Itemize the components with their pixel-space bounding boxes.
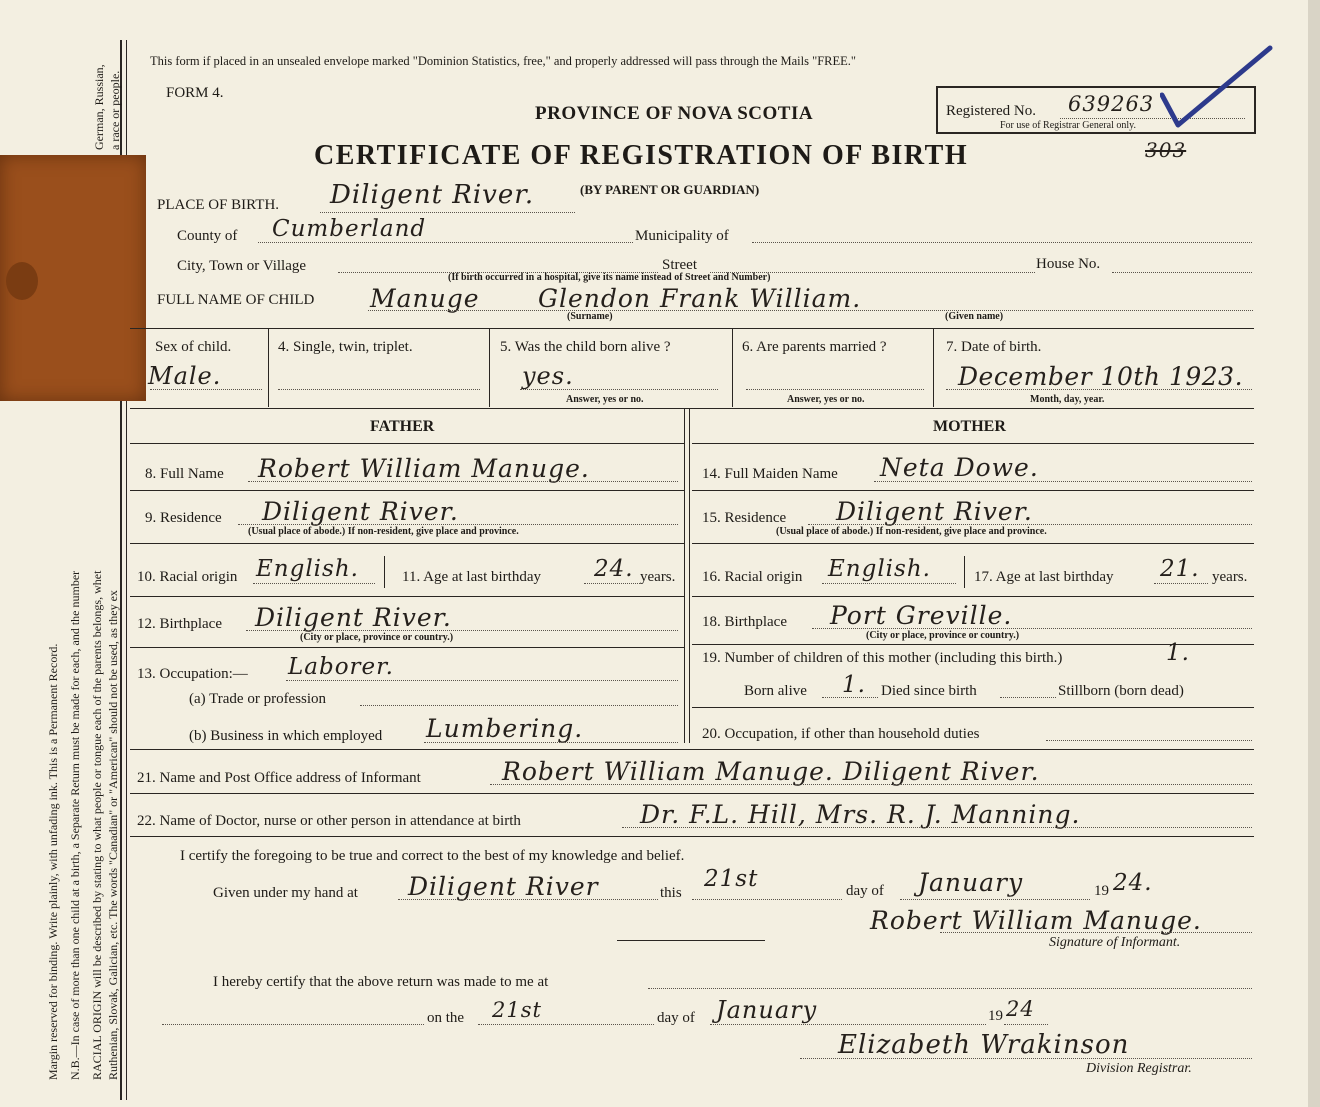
given-at-place: Diligent River (408, 872, 599, 901)
child-col-divider-3 (732, 329, 733, 407)
child-name-dots (368, 310, 1253, 311)
mother-race-value: English. (828, 556, 931, 582)
born-alive-count: 1. (842, 672, 866, 698)
mother-row-rule-2 (692, 543, 1254, 544)
father-race-divider (384, 556, 385, 588)
single-twin-dots (278, 389, 480, 390)
registrar-year-prefix: 19 (988, 1008, 1003, 1024)
margin-note-racial: RACIAL ORIGIN will be described by stating to what people or tongue each of the parents belongs, whet (90, 570, 104, 1080)
single-twin-label: 4. Single, twin, triplet. (278, 339, 413, 355)
child-surname: Manuge (370, 284, 480, 313)
date-of-birth-dots (946, 389, 1252, 390)
registrar-on-label: on the (427, 1010, 465, 1026)
certify-month-dots (900, 899, 1090, 900)
mother-row-rule-1 (692, 490, 1254, 491)
margin-note-racial-2: Ruthenian, Slovak, Galician, etc. The words "Canadian" or "American" should not be used, as they ex (106, 590, 120, 1080)
certify-day: 21st (704, 866, 759, 892)
registrar-day: 21st (492, 998, 542, 1022)
mother-occupation-label: 20. Occupation, if other than household duties (702, 726, 980, 742)
father-residence-label: 9. Residence (145, 510, 222, 526)
margin-note-top-b: a race or people. (108, 70, 122, 150)
father-business-label: (b) Business in which employed (189, 728, 383, 744)
registrar-signature: Elizabeth Wrakinson (838, 1030, 1130, 1060)
father-residence-value: Diligent River. (262, 497, 459, 526)
house-dots (1112, 272, 1252, 273)
form-number: FORM 4. (166, 85, 224, 101)
father-birthplace-note: (City or place, province or country.) (300, 632, 454, 643)
father-race-value: English. (256, 556, 359, 582)
county-dots (258, 242, 633, 243)
registrar-place-dots (648, 988, 1252, 989)
registrar-month-dots (710, 1024, 986, 1025)
informant-signature-dots (940, 932, 1252, 933)
informant-dots (490, 784, 1252, 785)
place-dots (320, 212, 575, 213)
certify-dayof-label: day of (846, 883, 884, 899)
informant-label: 21. Name and Post Office address of Informant (137, 770, 421, 786)
child-given-name: Glendon Frank William. (538, 284, 862, 313)
father-heading-rule (130, 443, 684, 444)
mother-residence-label: 15. Residence (702, 510, 787, 526)
child-col-divider-4 (933, 329, 934, 407)
parents-divider-left (684, 408, 685, 743)
registrar-year-dots (1004, 1024, 1048, 1025)
born-alive-question: 5. Was the child born alive ? (500, 339, 671, 355)
sex-label: Sex of child. (155, 339, 232, 355)
certify-day-dots (692, 899, 842, 900)
city-label: City, Town or Village (177, 258, 307, 274)
registrar-statement: I hereby certify that the above return was made to me at (213, 974, 549, 990)
father-residence-dots (238, 524, 678, 525)
surname-note: (Surname) (567, 311, 613, 322)
parents-married-dots (746, 389, 924, 390)
child-col-divider-2 (489, 329, 490, 407)
father-age-suffix: years. (640, 569, 676, 585)
father-age-value: 24. (594, 556, 634, 582)
certify-month: January (918, 868, 1024, 897)
given-at-label: Given under my hand at (213, 885, 358, 901)
registered-note: For use of Registrar General only. (1000, 120, 1136, 131)
municipality-dots (752, 242, 1252, 243)
father-residence-note: (Usual place of abode.) If non-resident, give place and province. (248, 526, 519, 537)
mother-race-label: 16. Racial origin (702, 569, 803, 585)
parents-divider-right (689, 408, 690, 743)
margin-note-binding: Margin reserved for binding. Write plainly, with unfading ink. This is a Permanent Record. (46, 643, 60, 1080)
punch-hole (6, 262, 38, 300)
mother-residence-value: Diligent River. (836, 497, 1033, 526)
county-value: Cumberland (272, 216, 427, 242)
certify-statement: I certify the foregoing to be true and correct to the best of my knowledge and belief. (180, 848, 685, 864)
doctor-rule (130, 836, 1254, 837)
stillborn-label: Stillborn (born dead) (1058, 683, 1184, 699)
mother-birthplace-label: 18. Birthplace (702, 614, 787, 630)
father-birthplace-label: 12. Birthplace (137, 616, 222, 632)
struck-number: 303 (1145, 138, 1187, 162)
mother-birthplace-note: (City or place, province or country.) (866, 630, 1020, 641)
margin-note-nb: N.B.—In case of more than one child at a birth, a Separate Return must be made for each, and the number (68, 570, 82, 1080)
mother-row-rule-3 (692, 596, 1254, 597)
father-trade-dots (360, 705, 678, 706)
father-heading: FATHER (370, 418, 435, 435)
mother-race-dots (822, 583, 956, 584)
registrar-day-dots (478, 1024, 654, 1025)
registered-number: 639263 (1068, 92, 1155, 116)
municipality-label: Municipality of (635, 228, 729, 244)
mother-age-label: 17. Age at last birthday (974, 569, 1114, 585)
died-since-birth-dots (1000, 697, 1056, 698)
mother-residence-note: (Usual place of abode.) If non-resident, give place and province. (776, 526, 1047, 537)
born-alive-label: Born alive (744, 683, 807, 699)
father-trade-label: (a) Trade or profession (189, 691, 327, 707)
informant-rule (130, 793, 1254, 794)
father-birthplace-value: Diligent River. (255, 603, 452, 632)
born-alive-count-dots (822, 697, 878, 698)
registrar-year: 24 (1006, 997, 1035, 1021)
given-name-note: (Given name) (945, 311, 1004, 322)
father-occupation-label: 13. Occupation:— (137, 666, 248, 682)
certificate-separator (617, 940, 765, 941)
father-race-label: 10. Racial origin (137, 569, 238, 585)
mother-birthplace-value: Port Greville. (830, 601, 1013, 630)
child-details-top-rule (130, 328, 1254, 329)
father-business-value: Lumbering. (426, 714, 584, 743)
child-details-bottom-rule (130, 408, 1254, 409)
parents-married-question: 6. Are parents married ? (742, 339, 887, 355)
father-name-value: Robert William Manuge. (258, 454, 590, 483)
mother-children-label: 19. Number of children of this mother (including this birth.) (702, 650, 1063, 666)
registrar-dayof-label: day of (657, 1010, 695, 1026)
checkmark-icon (1160, 40, 1280, 135)
certificate-title: CERTIFICATE OF REGISTRATION OF BIRTH (314, 140, 969, 171)
father-business-dots (424, 742, 678, 743)
father-row-rule-3 (130, 596, 684, 597)
born-alive-answer: yes. (522, 362, 574, 390)
doctor-value: Dr. F.L. Hill, Mrs. R. J. Manning. (640, 800, 1081, 829)
parents-bottom-rule (130, 749, 1254, 750)
mother-heading-rule (692, 443, 1254, 444)
mail-notice: This form if placed in an unsealed envelope marked "Dominion Statistics, free," and properly addressed will pass through the Mails "FREE." (150, 54, 857, 68)
doctor-label: 22. Name of Doctor, nurse or other person in attendance at birth (137, 813, 521, 829)
page-edge-shadow (1308, 0, 1320, 1107)
mother-age-value: 21. (1160, 556, 1200, 582)
date-of-birth-note: Month, day, year. (1030, 394, 1105, 405)
father-birthplace-dots (246, 630, 678, 631)
mother-name-dots (874, 481, 1252, 482)
doctor-dots (622, 827, 1252, 828)
sex-value: Male. (148, 362, 222, 390)
child-col-divider-1 (268, 329, 269, 407)
registrar-month: January (716, 996, 818, 1024)
parents-married-note: Answer, yes or no. (787, 394, 865, 405)
this-label: this (660, 885, 682, 901)
informant-signature: Robert William Manuge. (870, 906, 1202, 935)
certify-year-prefix: 19 (1094, 883, 1109, 899)
father-age-label: 11. Age at last birthday (402, 569, 541, 585)
house-label: House No. (1036, 256, 1101, 272)
born-alive-note: Answer, yes or no. (566, 394, 644, 405)
mother-children-value: 1. (1166, 640, 1190, 666)
mother-name-label: 14. Full Maiden Name (702, 466, 838, 482)
street-label: Street (662, 257, 697, 273)
father-occupation-dots (286, 680, 678, 681)
informant-value: Robert William Manuge. Diligent River. (502, 757, 1040, 786)
sex-dots (150, 389, 262, 390)
father-row-rule-1 (130, 490, 684, 491)
county-label: County of (177, 228, 238, 244)
mother-age-suffix: years. (1212, 569, 1248, 585)
margin-note-top-a: German, Russian, (92, 64, 106, 150)
born-alive-dots (520, 389, 718, 390)
mother-name-value: Neta Dowe. (880, 453, 1039, 482)
father-row-rule-4 (130, 647, 684, 648)
registrar-caption: Division Registrar. (1086, 1061, 1192, 1076)
informant-signature-caption: Signature of Informant. (1049, 935, 1181, 950)
mother-birthplace-dots (812, 628, 1252, 629)
hospital-note: (If birth occurred in a hospital, give its name instead of Street and Number) (448, 272, 771, 283)
father-race-dots (253, 583, 375, 584)
mother-race-divider (964, 556, 965, 588)
province-heading: PROVINCE OF NOVA SCOTIA (535, 103, 814, 124)
place-of-birth-label: PLACE OF BIRTH. (157, 197, 280, 213)
registrar-leading-dots (162, 1024, 424, 1025)
date-of-birth-value: December 10th 1923. (958, 362, 1244, 391)
certificate-subtitle: (BY PARENT OR GUARDIAN) (580, 182, 760, 197)
given-at-dots (398, 899, 658, 900)
mother-age-dots (1154, 583, 1208, 584)
father-occupation-value: Laborer. (288, 654, 394, 680)
registered-label: Registered No. (946, 103, 1036, 119)
mother-heading: MOTHER (933, 418, 1006, 435)
mother-row-rule-5 (692, 707, 1254, 708)
certify-year: 24. (1113, 870, 1153, 896)
registrar-signature-dots (800, 1058, 1252, 1059)
mother-residence-dots (808, 524, 1252, 525)
father-name-label: 8. Full Name (145, 466, 224, 482)
child-name-label: FULL NAME OF CHILD (157, 292, 315, 308)
date-of-birth-label: 7. Date of birth. (946, 339, 1042, 355)
died-since-birth-label: Died since birth (881, 683, 977, 699)
father-name-dots (248, 481, 678, 482)
father-row-rule-2 (130, 543, 684, 544)
place-of-birth-value: Diligent River. (330, 180, 535, 210)
father-age-dots (584, 583, 640, 584)
mother-occupation-dots (1046, 740, 1252, 741)
